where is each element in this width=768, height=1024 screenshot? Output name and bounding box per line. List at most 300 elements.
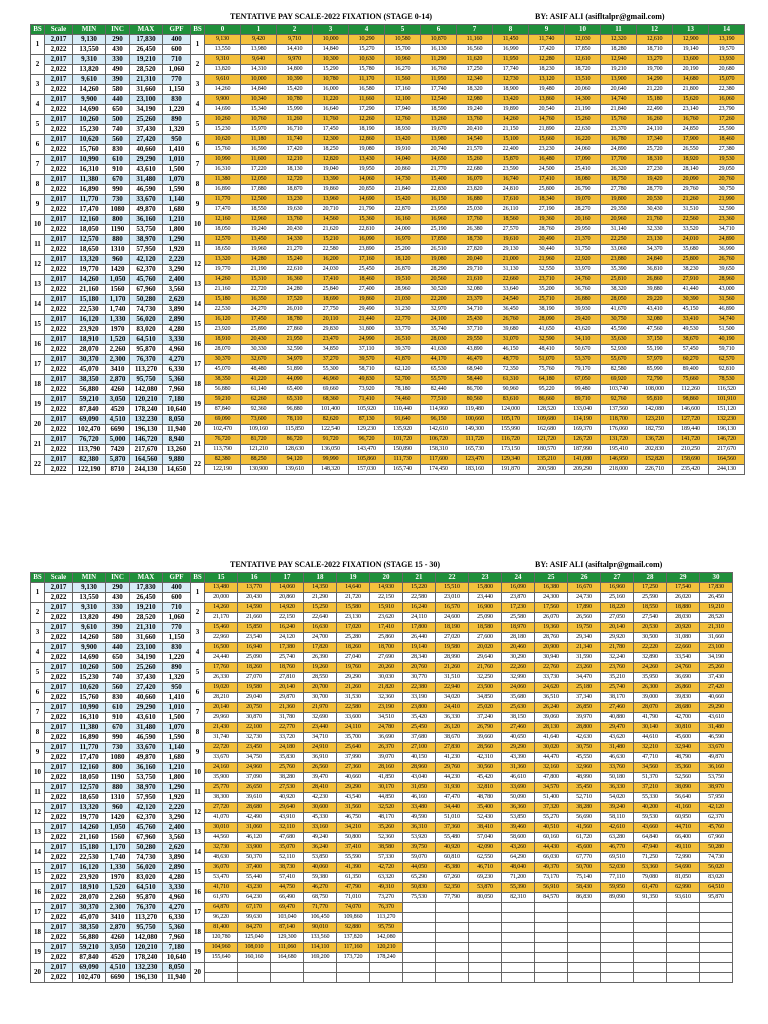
stage-cell: 13,230 bbox=[277, 195, 313, 205]
gpf-cell: 3,890 bbox=[163, 305, 191, 315]
stage-cell: 53,360 bbox=[634, 863, 667, 873]
scale-year-cell: 2,022 bbox=[45, 793, 73, 803]
scale-year-cell: 2,022 bbox=[45, 773, 73, 783]
stage-cell: 25,720 bbox=[637, 145, 673, 155]
stage-cell: 14,280 bbox=[241, 255, 277, 265]
max-cell: 21,310 bbox=[130, 623, 163, 633]
gpf-cell: 1,920 bbox=[163, 245, 191, 255]
stage-cell: 42,610 bbox=[601, 823, 634, 833]
empty-cell bbox=[502, 913, 535, 923]
stage-cell: 29,040 bbox=[238, 693, 271, 703]
stage-cell: 53,850 bbox=[502, 813, 535, 823]
stage-cell: 60,810 bbox=[436, 853, 469, 863]
stage-cell: 37,240 bbox=[469, 713, 502, 723]
scale-year-cell: 2,022 bbox=[45, 265, 73, 275]
column-header: 12 bbox=[637, 25, 673, 35]
stage-cell: 38,970 bbox=[700, 783, 733, 793]
stage-cell: 14,680 bbox=[673, 75, 709, 85]
stage-cell: 69,090 bbox=[205, 415, 241, 425]
stage-cell: 25,160 bbox=[601, 593, 634, 603]
stage-cell: 22,680 bbox=[457, 165, 493, 175]
table-row bbox=[31, 793, 733, 803]
stage-cell: 12,720 bbox=[277, 175, 313, 185]
stage-cell: 79,080 bbox=[634, 873, 667, 883]
empty-cell bbox=[667, 943, 700, 953]
stage-cell: 39,460 bbox=[502, 823, 535, 833]
stage-cell: 130,900 bbox=[241, 465, 277, 475]
stage-cell: 28,340 bbox=[403, 653, 436, 663]
stage-cell: 41,440 bbox=[673, 285, 709, 295]
stage-cell: 43,890 bbox=[457, 345, 493, 355]
min-cell: 13,820 bbox=[73, 613, 106, 623]
stage-cell: 111,720 bbox=[457, 435, 493, 445]
min-cell: 21,160 bbox=[73, 833, 106, 843]
column-header: 13 bbox=[673, 25, 709, 35]
stage-cell: 24,760 bbox=[565, 275, 601, 285]
table-row bbox=[31, 663, 733, 673]
stage-cell: 26,560 bbox=[304, 763, 337, 773]
stage-cell: 202,830 bbox=[637, 445, 673, 455]
stage-cell: 28,090 bbox=[529, 315, 565, 325]
stage-cell: 30,010 bbox=[205, 823, 238, 833]
stage-cell: 46,160 bbox=[403, 793, 436, 803]
stage-cell: 23,190 bbox=[370, 703, 403, 713]
stage-cell: 24,810 bbox=[493, 185, 529, 195]
max-cell: 132,230 bbox=[130, 415, 163, 425]
stage-cell: 16,740 bbox=[493, 175, 529, 185]
stage-cell: 32,590 bbox=[277, 345, 313, 355]
stage-cell: 28,960 bbox=[403, 763, 436, 773]
stage-cell: 14,840 bbox=[313, 45, 349, 55]
scale-year-cell: 2,022 bbox=[45, 873, 73, 883]
stage-cell: 96,220 bbox=[205, 913, 238, 923]
stage-cell: 46,150 bbox=[493, 345, 529, 355]
stage-cell: 28,030 bbox=[667, 613, 700, 623]
stage-cell: 19,510 bbox=[385, 275, 421, 285]
stage-cell: 39,880 bbox=[637, 285, 673, 295]
stage-cell: 81,720 bbox=[241, 435, 277, 445]
min-cell: 16,120 bbox=[73, 315, 106, 325]
stage-cell: 15,460 bbox=[205, 623, 238, 633]
stage-cell: 22,640 bbox=[304, 613, 337, 623]
stage-cell: 20,430 bbox=[238, 593, 271, 603]
stage-cell: 29,290 bbox=[337, 673, 370, 683]
bs-number: 5 bbox=[191, 663, 205, 683]
min-cell: 13,550 bbox=[73, 45, 106, 55]
sheet-author: BY: ASIF ALI (asiftalpr@gmail.com) bbox=[535, 560, 663, 569]
stage-cell: 15,100 bbox=[493, 135, 529, 145]
stage-cell: 35,630 bbox=[601, 335, 637, 345]
scale-year-cell: 2,022 bbox=[45, 953, 73, 963]
stage-cell: 16,630 bbox=[304, 623, 337, 633]
stage-cell: 69,660 bbox=[313, 385, 349, 395]
max-cell: 74,730 bbox=[130, 853, 163, 863]
table-row bbox=[31, 345, 745, 355]
stage-cell: 45,550 bbox=[568, 753, 601, 763]
stage-cell: 25,840 bbox=[313, 285, 349, 295]
stage-cell: 16,640 bbox=[313, 105, 349, 115]
max-cell: 67,960 bbox=[130, 285, 163, 295]
stage-cell: 44,470 bbox=[535, 753, 568, 763]
stage-cell: 36,070 bbox=[205, 863, 238, 873]
gpf-cell: 4,270 bbox=[163, 355, 191, 365]
stage-cell: 55,270 bbox=[535, 813, 568, 823]
min-cell: 10,620 bbox=[73, 683, 106, 693]
table-row bbox=[31, 963, 733, 973]
max-cell: 25,260 bbox=[130, 663, 163, 673]
stage-cell: 78,530 bbox=[709, 375, 745, 385]
stage-cell: 16,200 bbox=[313, 255, 349, 265]
min-cell: 69,090 bbox=[73, 415, 106, 425]
stage-cell: 24,600 bbox=[436, 613, 469, 623]
stage-cell: 44,560 bbox=[205, 833, 238, 843]
stage-cell: 51,890 bbox=[277, 365, 313, 375]
stage-cell: 32,970 bbox=[421, 305, 457, 315]
stage-cell: 33,480 bbox=[403, 803, 436, 813]
stage-cell: 28,760 bbox=[535, 633, 568, 643]
stage-cell: 26,070 bbox=[535, 613, 568, 623]
scale-year-cell: 2,017 bbox=[45, 643, 73, 653]
sheet-header bbox=[30, 560, 768, 572]
stage-cell: 141,080 bbox=[565, 455, 601, 465]
stage-cell: 16,890 bbox=[205, 185, 241, 195]
scale-year-cell: 2,022 bbox=[45, 973, 73, 983]
max-cell: 40,660 bbox=[130, 693, 163, 703]
stage-cell: 46,120 bbox=[238, 833, 271, 843]
inc-cell: 830 bbox=[106, 145, 130, 155]
scale-year-cell: 2,017 bbox=[45, 375, 73, 385]
stage-cell: 36,990 bbox=[709, 245, 745, 255]
stage-cell: 57,950 bbox=[700, 793, 733, 803]
table-row bbox=[31, 235, 745, 245]
column-header: GPF bbox=[163, 573, 191, 583]
stage-cell: 15,260 bbox=[565, 115, 601, 125]
bs-number: 6 bbox=[191, 683, 205, 703]
empty-cell bbox=[403, 973, 436, 983]
stage-cell: 24,100 bbox=[421, 315, 457, 325]
stage-cell: 24,260 bbox=[634, 663, 667, 673]
stage-cell: 69,470 bbox=[271, 903, 304, 913]
stage-cell: 26,300 bbox=[634, 683, 667, 693]
stage-cell: 19,530 bbox=[709, 155, 745, 165]
gpf-cell: 710 bbox=[163, 55, 191, 65]
bs-number: 21 bbox=[191, 435, 205, 455]
inc-cell: 290 bbox=[106, 35, 130, 45]
stage-cell: 13,510 bbox=[565, 75, 601, 85]
stage-cell: 19,700 bbox=[637, 65, 673, 75]
gpf-cell: 1,010 bbox=[163, 155, 191, 165]
stage-cell: 29,640 bbox=[469, 653, 502, 663]
min-cell: 30,370 bbox=[73, 355, 106, 365]
bs-number: 10 bbox=[31, 763, 45, 783]
gpf-cell: 1,140 bbox=[163, 743, 191, 753]
stage-cell: 41,070 bbox=[205, 813, 238, 823]
stage-cell: 30,870 bbox=[238, 713, 271, 723]
max-cell: 120,210 bbox=[130, 943, 163, 953]
stage-cell: 12,570 bbox=[205, 235, 241, 245]
stage-cell: 17,410 bbox=[529, 175, 565, 185]
stage-cell: 64,230 bbox=[238, 893, 271, 903]
stage-cell: 15,910 bbox=[370, 603, 403, 613]
min-cell: 18,910 bbox=[73, 883, 106, 893]
scale-year-cell: 2,017 bbox=[45, 395, 73, 405]
stage-cell: 21,260 bbox=[337, 683, 370, 693]
stage-cell: 101,400 bbox=[313, 405, 349, 415]
stage-cell: 23,950 bbox=[421, 205, 457, 215]
stage-cell: 22,810 bbox=[349, 225, 385, 235]
gpf-cell: 1,210 bbox=[163, 763, 191, 773]
inc-cell: 910 bbox=[106, 713, 130, 723]
table-row bbox=[31, 355, 745, 365]
stage-cell: 21,340 bbox=[568, 643, 601, 653]
stage-cell: 21,190 bbox=[241, 265, 277, 275]
max-cell: 64,510 bbox=[130, 883, 163, 893]
stage-cell: 68,750 bbox=[304, 893, 337, 903]
stage-cell: 62,370 bbox=[700, 813, 733, 823]
stage-cell: 49,530 bbox=[673, 325, 709, 335]
stage-cell: 18,710 bbox=[637, 45, 673, 55]
min-cell: 10,990 bbox=[73, 703, 106, 713]
stage-cell: 35,260 bbox=[370, 823, 403, 833]
empty-cell bbox=[535, 903, 568, 913]
scale-year-cell: 2,022 bbox=[45, 853, 73, 863]
stage-cell: 30,440 bbox=[529, 245, 565, 255]
sheet-author: BY: ASIF ALI (asifltalpr@gmail.com) bbox=[535, 12, 665, 21]
stage-cell: 30,370 bbox=[205, 355, 241, 365]
stage-cell: 13,930 bbox=[709, 55, 745, 65]
sheet-title: TENTATIVE PAY SCALE-2022 FIXATION (STAGE 15 - 30) bbox=[230, 560, 441, 569]
max-cell: 95,750 bbox=[130, 375, 163, 385]
stage-cell: 14,800 bbox=[277, 65, 313, 75]
empty-cell bbox=[535, 923, 568, 933]
stage-cell: 31,800 bbox=[349, 325, 385, 335]
stage-cell: 38,150 bbox=[502, 713, 535, 723]
empty-cell bbox=[601, 973, 634, 983]
column-header: 0 bbox=[205, 25, 241, 35]
stage-cell: 89,710 bbox=[565, 395, 601, 405]
gpf-cell: 8,940 bbox=[163, 435, 191, 445]
scale-year-cell: 2,017 bbox=[45, 923, 73, 933]
stage-cell: 39,660 bbox=[469, 733, 502, 743]
stage-cell: 25,590 bbox=[634, 593, 667, 603]
stage-cell: 35,210 bbox=[601, 673, 634, 683]
inc-cell: 290 bbox=[106, 583, 130, 593]
column-header: BS bbox=[31, 25, 45, 35]
stage-cell: 21,170 bbox=[205, 613, 238, 623]
empty-cell bbox=[634, 953, 667, 963]
stage-cell: 43,260 bbox=[502, 843, 535, 853]
stage-cell: 28,960 bbox=[709, 275, 745, 285]
bs-number: 2 bbox=[191, 603, 205, 623]
min-cell: 38,350 bbox=[73, 375, 106, 385]
stage-cell: 33,060 bbox=[601, 245, 637, 255]
bs-number: 11 bbox=[191, 235, 205, 255]
bs-number: 15 bbox=[191, 863, 205, 883]
empty-cell bbox=[535, 933, 568, 943]
inc-cell: 880 bbox=[106, 783, 130, 793]
empty-cell bbox=[568, 923, 601, 933]
stage-cell: 9,640 bbox=[241, 55, 277, 65]
stage-cell: 31,230 bbox=[385, 305, 421, 315]
bs-number: 5 bbox=[31, 663, 45, 683]
stage-cell: 82,580 bbox=[601, 365, 637, 375]
stage-cell: 62,570 bbox=[709, 355, 745, 365]
stage-cell: 33,520 bbox=[673, 225, 709, 235]
stage-cell: 15,510 bbox=[436, 583, 469, 593]
stage-cell: 91,350 bbox=[634, 893, 667, 903]
table-row bbox=[31, 145, 745, 155]
max-cell: 27,420 bbox=[130, 683, 163, 693]
stage-cell: 14,930 bbox=[370, 583, 403, 593]
gpf-cell: 13,260 bbox=[163, 445, 191, 455]
scale-year-cell: 2,017 bbox=[45, 743, 73, 753]
stage-cell: 116,720 bbox=[493, 435, 529, 445]
gpf-cell: 1,140 bbox=[163, 195, 191, 205]
stage-cell: 32,990 bbox=[502, 673, 535, 683]
bs-number: 13 bbox=[191, 823, 205, 843]
table-row bbox=[31, 613, 733, 623]
stage-cell: 28,180 bbox=[502, 633, 535, 643]
max-cell: 132,230 bbox=[130, 963, 163, 973]
stage-cell: 17,160 bbox=[349, 255, 385, 265]
stage-cell: 58,110 bbox=[601, 813, 634, 823]
stage-cell: 21,660 bbox=[238, 613, 271, 623]
stage-cell: 160,160 bbox=[238, 953, 271, 963]
stage-cell: 139,610 bbox=[277, 465, 313, 475]
min-cell: 11,380 bbox=[73, 723, 106, 733]
stage-cell: 23,010 bbox=[436, 593, 469, 603]
stage-cell: 117,600 bbox=[421, 455, 457, 465]
stage-cell: 43,610 bbox=[700, 713, 733, 723]
stage-cell: 45,590 bbox=[601, 325, 637, 335]
bs-number: 12 bbox=[31, 255, 45, 275]
empty-cell bbox=[700, 953, 733, 963]
bs-number: 3 bbox=[191, 75, 205, 95]
min-cell: 45,070 bbox=[73, 365, 106, 375]
stage-cell: 37,150 bbox=[637, 335, 673, 345]
stage-cell: 25,640 bbox=[337, 743, 370, 753]
stage-cell: 13,270 bbox=[637, 55, 673, 65]
inc-cell: 610 bbox=[106, 703, 130, 713]
stage-cell: 21,260 bbox=[673, 195, 709, 205]
bs-number: 5 bbox=[191, 115, 205, 135]
bs-number: 9 bbox=[191, 743, 205, 763]
stage-cell: 44,750 bbox=[271, 883, 304, 893]
stage-cell: 57,040 bbox=[469, 833, 502, 843]
stage-cell: 24,060 bbox=[565, 145, 601, 155]
stage-cell: 17,450 bbox=[241, 315, 277, 325]
stage-cell: 125,040 bbox=[238, 933, 271, 943]
bs-number: 20 bbox=[191, 963, 205, 983]
stage-cell: 35,450 bbox=[568, 783, 601, 793]
stage-cell: 22,760 bbox=[535, 663, 568, 673]
stage-cell: 50,670 bbox=[565, 345, 601, 355]
stage-cell: 141,720 bbox=[673, 435, 709, 445]
stage-cell: 56,020 bbox=[700, 863, 733, 873]
stage-cell: 122,190 bbox=[205, 465, 241, 475]
bs-number: 4 bbox=[31, 95, 45, 115]
stage-cell: 24,410 bbox=[436, 703, 469, 713]
stage-cell: 54,020 bbox=[601, 793, 634, 803]
stage-cell: 22,770 bbox=[271, 723, 304, 733]
stage-cell: 30,560 bbox=[469, 763, 502, 773]
scale-year-cell: 2,017 bbox=[45, 155, 73, 165]
min-cell: 14,260 bbox=[73, 823, 106, 833]
stage-cell: 99,480 bbox=[565, 385, 601, 395]
stage-cell: 32,730 bbox=[238, 733, 271, 743]
bs-number: 12 bbox=[191, 803, 205, 823]
stage-cell: 19,260 bbox=[304, 663, 337, 673]
table-row bbox=[31, 883, 733, 893]
table-row bbox=[31, 763, 733, 773]
stage-cell: 82,310 bbox=[502, 893, 535, 903]
scale-year-cell: 2,022 bbox=[45, 145, 73, 155]
stage-cell: 15,850 bbox=[238, 623, 271, 633]
table-row bbox=[31, 703, 733, 713]
min-cell: 12,570 bbox=[73, 783, 106, 793]
stage-cell: 33,970 bbox=[565, 265, 601, 275]
stage-cell: 21,720 bbox=[337, 593, 370, 603]
stage-cell: 17,520 bbox=[277, 295, 313, 305]
inc-cell: 390 bbox=[106, 623, 130, 633]
stage-cell: 27,820 bbox=[457, 245, 493, 255]
stage-cell: 9,310 bbox=[205, 55, 241, 65]
empty-cell bbox=[634, 933, 667, 943]
empty-cell bbox=[502, 973, 535, 983]
column-header: 9 bbox=[529, 25, 565, 35]
stage-cell: 18,120 bbox=[385, 255, 421, 265]
stage-cell: 112,260 bbox=[673, 385, 709, 395]
stage-cell: 11,950 bbox=[493, 55, 529, 65]
stage-cell: 16,000 bbox=[313, 85, 349, 95]
gpf-cell: 770 bbox=[163, 623, 191, 633]
stage-cell: 15,760 bbox=[205, 145, 241, 155]
stage-cell: 25,180 bbox=[568, 683, 601, 693]
stage-cell: 10,990 bbox=[205, 155, 241, 165]
empty-cell bbox=[667, 903, 700, 913]
stage-cell: 27,190 bbox=[529, 205, 565, 215]
stage-cell: 21,610 bbox=[457, 275, 493, 285]
stage-cell: 18,970 bbox=[502, 623, 535, 633]
column-header: BS bbox=[191, 573, 205, 583]
empty-cell bbox=[469, 913, 502, 923]
stage-cell: 38,300 bbox=[205, 793, 238, 803]
inc-cell: 1,740 bbox=[106, 853, 130, 863]
scale-year-cell: 2,022 bbox=[45, 833, 73, 843]
stage-cell: 31,480 bbox=[700, 723, 733, 733]
max-cell: 29,290 bbox=[130, 703, 163, 713]
gpf-cell: 4,960 bbox=[163, 345, 191, 355]
stage-cell: 52,030 bbox=[601, 863, 634, 873]
stage-cell: 33,730 bbox=[535, 673, 568, 683]
stage-cell: 41,220 bbox=[241, 375, 277, 385]
bs-number: 3 bbox=[191, 623, 205, 643]
stage-cell: 27,420 bbox=[700, 683, 733, 693]
stage-cell: 18,700 bbox=[370, 643, 403, 653]
table-row bbox=[31, 315, 745, 325]
empty-cell bbox=[370, 963, 403, 973]
stage-cell: 52,930 bbox=[601, 345, 637, 355]
stage-cell: 17,760 bbox=[205, 663, 238, 673]
table-row bbox=[31, 265, 745, 275]
stage-cell: 15,420 bbox=[385, 195, 421, 205]
gpf-cell: 3,290 bbox=[163, 265, 191, 275]
stage-cell: 29,050 bbox=[709, 165, 745, 175]
stage-cell: 41,160 bbox=[667, 803, 700, 813]
gpf-cell: 2,890 bbox=[163, 315, 191, 325]
stage-cell: 17,160 bbox=[385, 85, 421, 95]
empty-cell bbox=[634, 923, 667, 933]
